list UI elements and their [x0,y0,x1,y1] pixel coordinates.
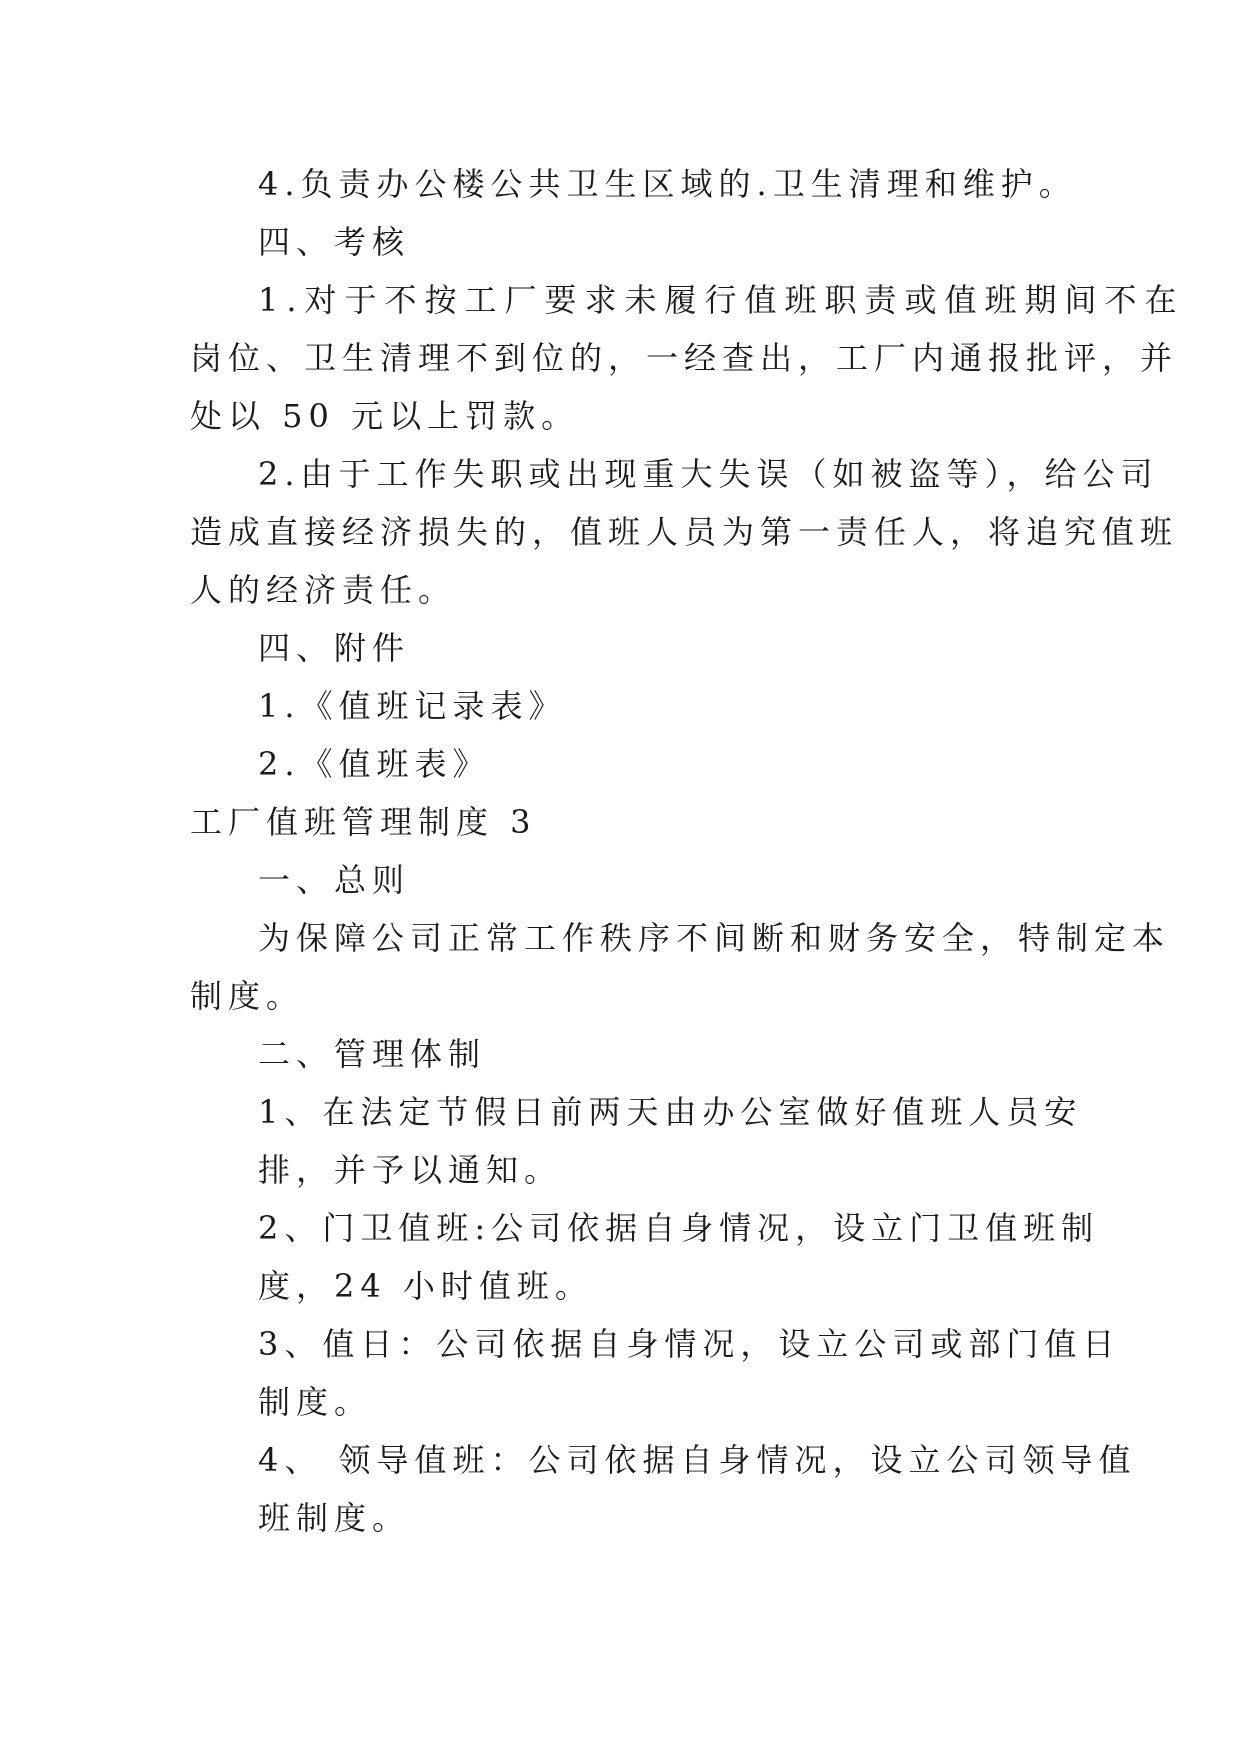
list-item: 2.《值班表》 [258,745,491,783]
text-line: 3、值日：公司依据自身情况，设立公司或部门值日 [258,1325,1121,1363]
text-line: 岗位、卫生清理不到位的，一经查出，工厂内通报批评，并 [190,339,1179,377]
text-line: 4.负责办公楼公共卫生区域的.卫生清理和维护。 [258,165,1077,203]
text-line: 度，24 小时值班。 [258,1267,593,1305]
text-line: 1.对于不按工厂要求未履行值班职责或值班期间不在 [258,281,1185,319]
text-line: 4、 领导值班：公司依据自身情况，设立公司领导值 [258,1441,1137,1479]
text-line: 造成直接经济损失的，值班人员为第一责任人，将追究值班 [190,513,1179,551]
text-line: 班制度。 [258,1499,411,1537]
text-line: 1、在法定节假日前两天由办公室做好值班人员安 [258,1093,1083,1131]
text-line: 排，并予以通知。 [258,1151,563,1189]
section-heading: 一、总则 [258,861,411,899]
text-line: 制度。 [190,977,305,1015]
section-heading: 二、管理体制 [258,1035,487,1073]
text-line: 2.由于工作失职或出现重大失误（如被盗等），给公司 [258,455,1159,493]
section-heading: 四、考核 [258,223,411,261]
document-title: 工厂值班管理制度 3 [190,803,537,841]
text-line: 处以 50 元以上罚款。 [190,397,580,435]
section-heading: 四、附件 [258,629,411,667]
list-item: 1.《值班记录表》 [258,687,567,725]
text-line: 制度。 [258,1383,373,1421]
text-line: 2、门卫值班:公司依据自身情况，设立门卫值班制 [258,1209,1100,1247]
text-line: 人的经济责任。 [190,571,457,609]
text-line: 为保障公司正常工作秩序不间断和财务安全，特制定本 [258,919,1171,957]
